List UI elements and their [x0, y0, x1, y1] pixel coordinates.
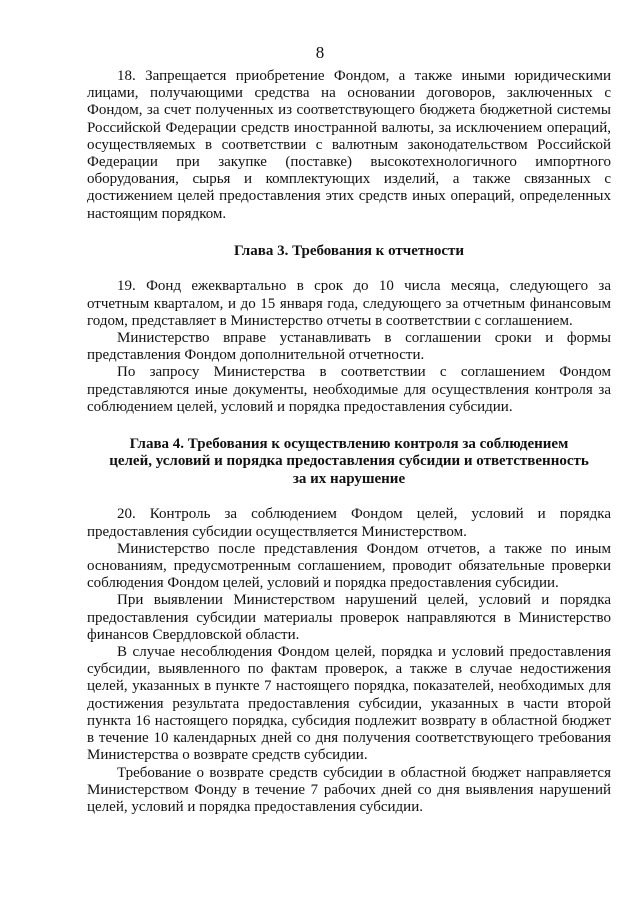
paragraph-20-5: Требование о возврате средств субсидии в областной бюджет направляется Министерством Фонду в течение 7 рабочих дней со дня выявления нарушений целей, условий и порядка предоставления субсидии. [87, 764, 611, 815]
paragraph-19: 19. Фонд ежеквартально в срок до 10 числа месяца, следующего за отчетным кварталом, и до 15 января года, следующего за отчетным финансовым годом, представляет в Министерство отчеты в соответствии с соглашением. [87, 278, 611, 329]
paragraph-18: 18. Запрещается приобретение Фондом, а также иными юридическими лицами, получающими средства на основании договоров, заключенных с Фондом, за счет полученных из соответствующего бюджета бюджетной системы Российской Федерации средств иностранной валюты, за исключением операций, осуществляемых в соответствии с валютным законодательством Российской Федерации при закупке (поставке) высокотехнологичного импортного оборудования, сырья и комплектующих изделий, а также связанных с достижением целей предоставления этих средств иных операций, определенных настоящим порядком. [87, 68, 611, 222]
chapter-4-title [87, 436, 611, 489]
document-body [87, 68, 611, 816]
paragraph-19-3: По запросу Министерства в соответствии с соглашением Фондом представляются иные документы, необходимые для осуществления контроля за соблюдением целей, условий и порядка предоставления субсидии. [87, 364, 611, 415]
paragraph-20-2: Министерство после представления Фондом отчетов, а также по иным основаниям, предусмотренным соглашением, проводит обязательные проверки соблюдения Фондом целей, условий и порядка предоставления субсидии. [87, 540, 611, 592]
paragraph-19-2: Министерство вправе устанавливать в соглашении сроки и формы представления Фондом дополнительной отчетности. [87, 329, 611, 364]
chapter-4-title-line-1: Глава 4. Требования к осуществлению контроля за соблюдением [129, 435, 569, 452]
chapter-3-title: Глава 3. Требования к отчетности [233, 242, 465, 259]
page-number: 8 [315, 43, 325, 62]
paragraph-20-4: В случае несоблюдения Фондом целей, порядка и условий предоставления субсидии, выявленного по фактам проверок, а также в случае недостижения целей, указанных в пункте 7 настоящего порядка, показателей, необходимых для достижения результата предоставления субсидии, указанных в части второй пункта 16 настоящего порядка, субсидия подлежит возврату в областной бюджет в течение 10 календарных дней со дня получения соответствующего требования Министерства о возврате средств субсидии. [87, 644, 611, 764]
chapter-4-title-line-2: целей, условий и порядка предоставления субсидии и ответственность [109, 453, 589, 470]
paragraph-20: 20. Контроль за соблюдением Фондом целей, условий и порядка предоставления субсидии осуществляется Министерством. [87, 506, 611, 540]
paragraph-20-3: При выявлении Министерством нарушений целей, условий и порядка предоставления субсидии материалы проверок направляются в Министерство финансов Свердловской области. [87, 592, 611, 643]
chapter-4-title-line-3: за их нарушение [292, 470, 406, 487]
